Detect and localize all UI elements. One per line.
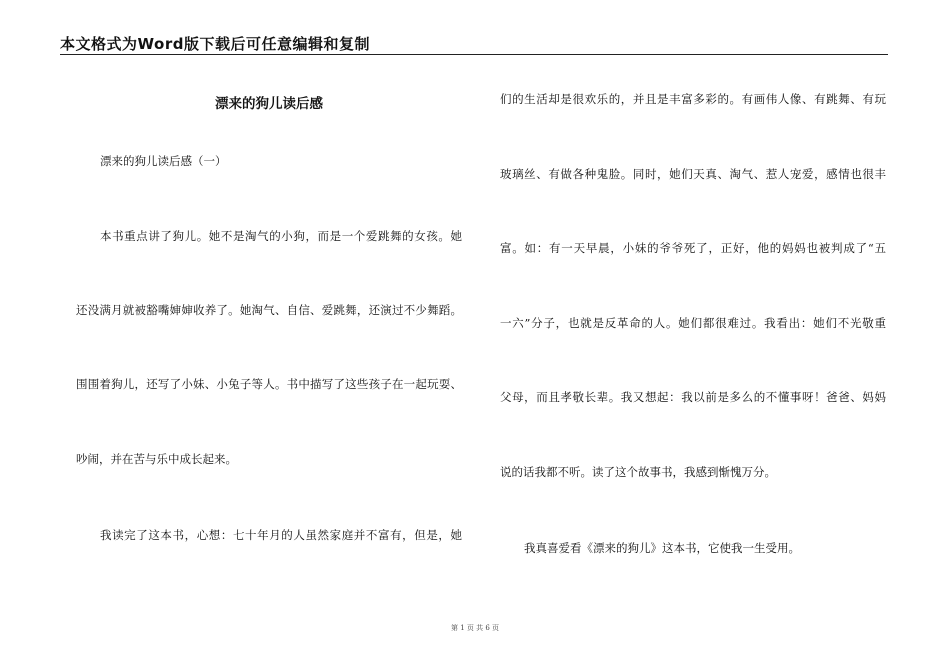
subtitle-line: 漂来的狗儿读后感（一） (100, 154, 227, 168)
body-line: 玻璃丝、有做各种鬼脸。同时，她们天真、淘气、惹人宠爱，感情也很丰 (500, 167, 886, 181)
body-line: 我读完了这本书，心想：七十年月的人虽然家庭并不富有，但是，她 (100, 528, 462, 542)
page-footer: 第 1 页 共 6 页 (450, 624, 500, 632)
document-title: 漂来的狗儿读后感 (215, 96, 323, 112)
body-line: 父母，而且孝敬长辈。我又想起：我以前是多么的不懂事呀！爸爸、妈妈 (500, 390, 886, 404)
body-line: 说的话我都不听。读了这个故事书，我感到惭愧万分。 (500, 465, 776, 479)
body-line: 们的生活却是很欢乐的，并且是丰富多彩的。有画伟人像、有跳舞、有玩 (500, 92, 886, 106)
body-line: 围围着狗儿，还写了小妹、小兔子等人。书中描写了这些孩子在一起玩耍、 (76, 377, 462, 391)
body-line: 一六”分子，也就是反革命的人。她们都很难过。我看出：她们不光敬重 (500, 316, 886, 330)
body-line: 我真喜爱看《漂来的狗儿》这本书，它使我一生受用。 (524, 541, 800, 555)
body-line: 还没满月就被豁嘴婶婶收养了。她淘气、自信、爱跳舞，还演过不少舞蹈。 (76, 303, 462, 317)
page-header (60, 32, 888, 55)
header-text: 本文格式为Word版下载后可任意编辑和复制 (60, 35, 370, 53)
body-line: 吵闹，并在苦与乐中成长起来。 (76, 452, 237, 466)
body-line: 富。如：有一天早晨，小妹的爷爷死了，正好，他的妈妈也被判成了“五 (500, 241, 886, 255)
body-line: 本书重点讲了狗儿。她不是淘气的小狗，而是一个爱跳舞的女孩。她 (100, 229, 462, 243)
